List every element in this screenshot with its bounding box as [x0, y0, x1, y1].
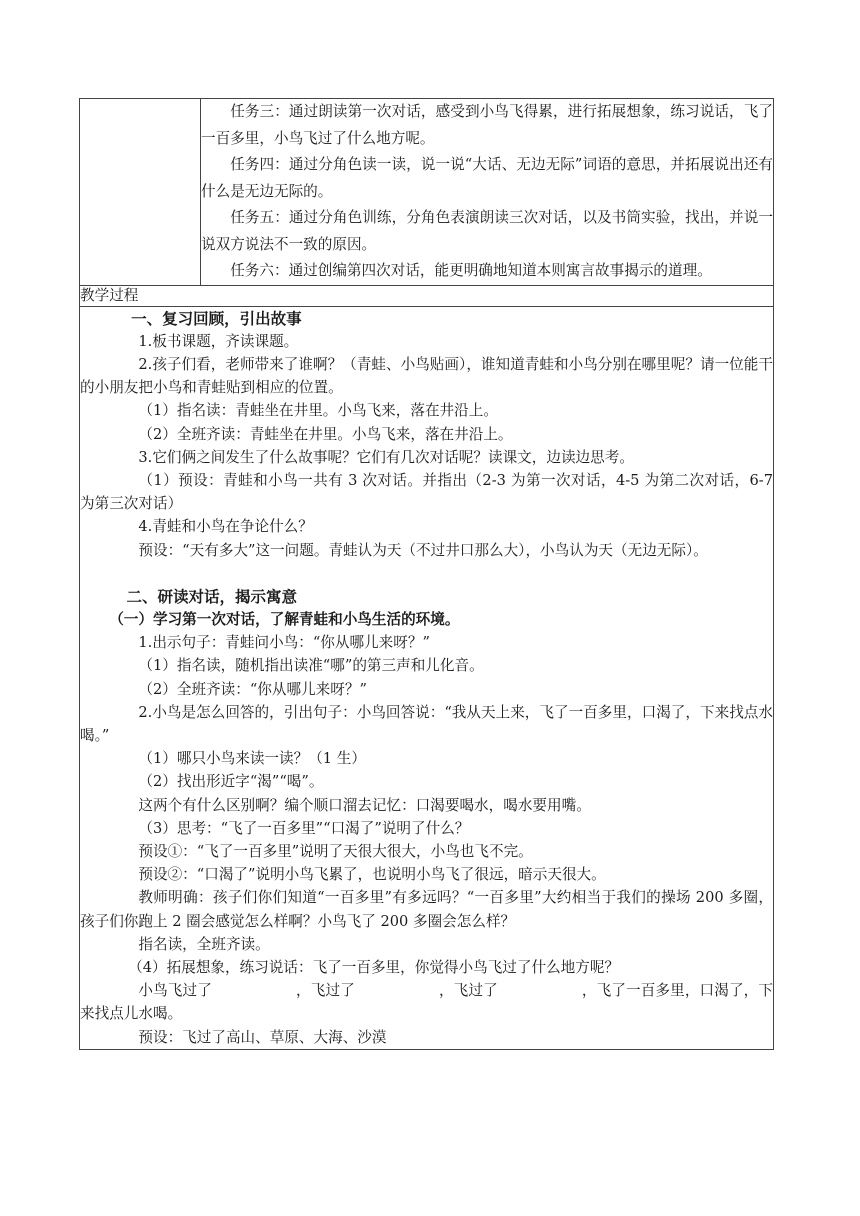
- fill-part-3: ，飞过了: [438, 982, 498, 1000]
- s2-line-11: 教师明确：孩子们你们知道“一百多里”有多远吗？“一百多里”大约相当于我们的操场 200 多圈，孩子们你跑上 2 圈会感觉怎么样啊？小鸟飞了 200 多圈会怎么样？: [80, 889, 773, 930]
- task-4: 任务四：通过分角色读一读，说一说“大话、无边无际”词语的意思，并拓展说出还有什么是无边无际的。: [201, 156, 773, 200]
- s2-line-2: （1）指名读，随机指出读准“哪”的第三声和儿化音。: [138, 657, 484, 675]
- s2-line-5: （1）哪只小鸟来读一读？（1 生）: [138, 750, 366, 768]
- s2-last-line: 预设：飞过了高山、草原、大海、沙漠: [138, 1028, 387, 1046]
- process-header: 教学过程: [80, 285, 774, 306]
- tasks-cell: [201, 99, 774, 286]
- s2-line-9: 预设①：“飞了一百多里”说明了天很大很大，小鸟也飞不完。: [138, 842, 533, 860]
- s1-line-3: （1）指名读：青蛙坐在井里。小鸟飞来，落在井沿上。: [138, 402, 498, 420]
- section2-heading: 二、研读对话，揭示寓意: [126, 586, 298, 606]
- s2-line-3: （2）全班齐读：“你从哪儿来呀？”: [138, 680, 367, 698]
- lesson-plan-table: [79, 98, 774, 1050]
- process-row: [80, 306, 774, 1049]
- fill-part-4: ，飞了一百多里，口渴了，下来找点儿水喝。: [80, 982, 773, 1023]
- s1-line-5: 3.它们俩之间发生了什么故事呢？它们有几次对话呢？读课文，边读边思考。: [138, 448, 634, 466]
- s2-line-1: 1.出示句子：青蛙问小鸟：“你从哪儿来呀？”: [138, 634, 430, 652]
- section1-heading: 一、复习回顾，引出故事: [131, 308, 302, 328]
- section2-subheading: （一）学习第一次对话，了解青蛙和小鸟生活的环境。: [109, 610, 460, 628]
- process-header-row: [80, 285, 774, 306]
- task-6: 任务六：通过创编第四次对话，能更明确地知道本则寓言故事揭示的道理。: [230, 262, 712, 279]
- s1-line-1: 1.板书课题，齐读课题。: [138, 332, 299, 350]
- s2-line-12: 指名读，全班齐读。: [138, 935, 270, 953]
- section-spacer: [80, 562, 773, 585]
- s2-line-8: （3）思考：“飞了一百多里”“口渴了”说明了什么？: [138, 819, 470, 837]
- s2-line-7: 这两个有什么区别啊？编个顺口溜去记忆：口渴要喝水，喝水要用嘴。: [138, 796, 591, 814]
- s1-line-7: 4.青蛙和小鸟在争论什么？: [138, 518, 313, 536]
- s1-line-4: （2）全班齐读：青蛙坐在井里。小鸟飞来，落在井沿上。: [138, 425, 513, 443]
- s2-line-10: 预设②：“口渴了”说明小鸟飞累了，也说明小鸟飞了很远，暗示天很大。: [138, 866, 606, 884]
- fill-part-1: 小鸟飞过了: [138, 982, 212, 1000]
- task-3: 任务三：通过朗读第一次对话，感受到小鸟飞得累，进行拓展想象，练习说话，飞了一百多里，小鸟飞过了什么地方呢。: [201, 103, 773, 147]
- s2-line-13: （4）拓展想象，练习说话：飞了一百多里，你觉得小鸟飞过了什么地方呢？: [128, 958, 620, 976]
- s1-line-2: 2.孩子们看，老师带来了谁啊？（青蛙、小鸟贴画），谁知道青蛙和小鸟分别在哪里呢？请一位能干的小朋友把小鸟和青蛙贴到相应的位置。: [80, 355, 773, 397]
- s2-line-6: （2）找出形近字“渴”“喝”。: [138, 773, 324, 791]
- fill-part-2: ，飞过了: [295, 982, 355, 1000]
- task-5: 任务五：通过分角色训练，分角色表演朗读三次对话，以及书筒实验，找出，并说一说双方说法不一致的原因。: [201, 209, 773, 253]
- s2-line-4: 2.小鸟是怎么回答的，引出句子：小鸟回答说：“我从天上来，飞了一百多里，口渴了，下来找点水喝。”: [80, 703, 773, 744]
- s1-line-8: 预设：“天有多大”这一问题。青蛙认为天（不过井口那么大），小鸟认为天（无边无际）。: [138, 541, 708, 559]
- process-cell: [80, 306, 774, 1049]
- fill-in-sentence: [80, 979, 773, 1025]
- tasks-label-cell: [80, 99, 201, 286]
- tasks-row: [80, 99, 774, 286]
- s1-line-6: （1）预设：青蛙和小鸟一共有 3 次对话。并指出（2-3 为第一次对话，4-5 为第二次对话，6-7 为第三次对话）: [80, 471, 773, 513]
